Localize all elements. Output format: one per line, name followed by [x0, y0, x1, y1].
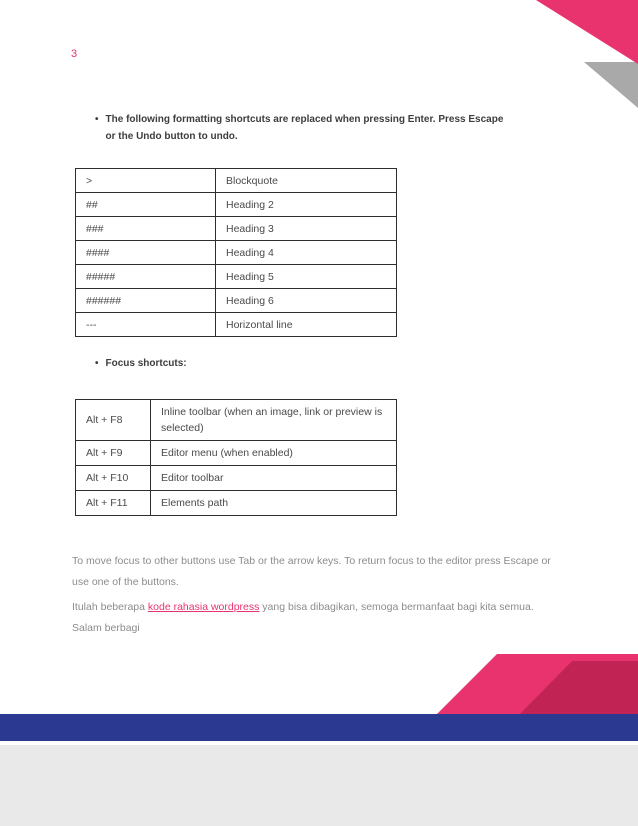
- focus-shortcuts-table: [75, 399, 397, 516]
- table-row: [76, 466, 397, 491]
- shortcut-value-cell: Heading 4: [216, 241, 397, 265]
- closing-prefix: Itulah beberapa: [72, 601, 148, 613]
- shortcut-value-cell: Elements path: [151, 491, 397, 516]
- shortcut-value-cell: Horizontal line: [216, 313, 397, 337]
- kode-rahasia-wordpress-link[interactable]: kode rahasia wordpress: [147, 601, 260, 613]
- bullet-marker: •: [95, 358, 99, 369]
- viewport-background: [0, 745, 638, 826]
- shortcut-value-cell: Editor menu (when enabled): [151, 441, 397, 466]
- table-row: [76, 265, 397, 289]
- shortcut-key-cell: #####: [76, 265, 216, 289]
- shortcut-key-cell: ####: [76, 241, 216, 265]
- table-row: [76, 289, 397, 313]
- shortcut-value-cell: Heading 6: [216, 289, 397, 313]
- shortcut-value-cell: Heading 3: [216, 217, 397, 241]
- bullet-focus-text: Focus shortcuts:: [105, 358, 187, 369]
- bullet-formatting-text: The following formatting shortcuts are replaced when pressing Enter. Press Escape or the Undo button to undo.: [105, 114, 504, 142]
- shortcut-key-cell: Alt + F8: [76, 400, 151, 441]
- bullet-focus-shortcuts: [95, 355, 187, 372]
- shortcut-value-cell: Editor toolbar: [151, 466, 397, 491]
- corner-gray-triangle: [584, 62, 638, 108]
- footer-navy-bar: [0, 714, 638, 741]
- corner-ribbon-decoration: [528, 0, 638, 110]
- table-row: [76, 169, 397, 193]
- table-row: [76, 491, 397, 516]
- formatting-shortcuts-table: [75, 168, 397, 337]
- shortcut-key-cell: ###: [76, 217, 216, 241]
- table-row: [76, 313, 397, 337]
- focus-note-paragraph: To move focus to other buttons use Tab or the arrow keys. To return focus to the editor press Escape or use one of the buttons.: [72, 555, 551, 588]
- table-row: [76, 441, 397, 466]
- corner-pink-triangle: [536, 0, 638, 64]
- shortcut-key-cell: ##: [76, 193, 216, 217]
- shortcut-value-cell: Blockquote: [216, 169, 397, 193]
- table-row: [76, 400, 397, 441]
- shortcut-key-cell: >: [76, 169, 216, 193]
- closing-paragraph: [72, 597, 592, 618]
- table-row: [76, 217, 397, 241]
- shortcut-key-cell: Alt + F9: [76, 441, 151, 466]
- shortcut-key-cell: ---: [76, 313, 216, 337]
- table-row: [76, 241, 397, 265]
- shortcut-key-cell: Alt + F11: [76, 491, 151, 516]
- footer-ribbon-decoration: [0, 652, 638, 742]
- shortcut-key-cell: Alt + F10: [76, 466, 151, 491]
- shortcut-value-cell: Heading 5: [216, 265, 397, 289]
- bullet-marker: •: [95, 114, 99, 125]
- bullet-formatting-note: [95, 111, 506, 145]
- shortcut-key-cell: ######: [76, 289, 216, 313]
- shortcut-value-cell: Inline toolbar (when an image, link or preview is selected): [151, 400, 397, 441]
- closing-suffix: yang bisa dibagikan, semoga bermanfaat bagi kita semua.: [259, 601, 534, 613]
- page-number: 3: [71, 48, 78, 60]
- shortcut-value-cell: Heading 2: [216, 193, 397, 217]
- table-row: [76, 193, 397, 217]
- signoff-text: Salam berbagi: [72, 622, 140, 634]
